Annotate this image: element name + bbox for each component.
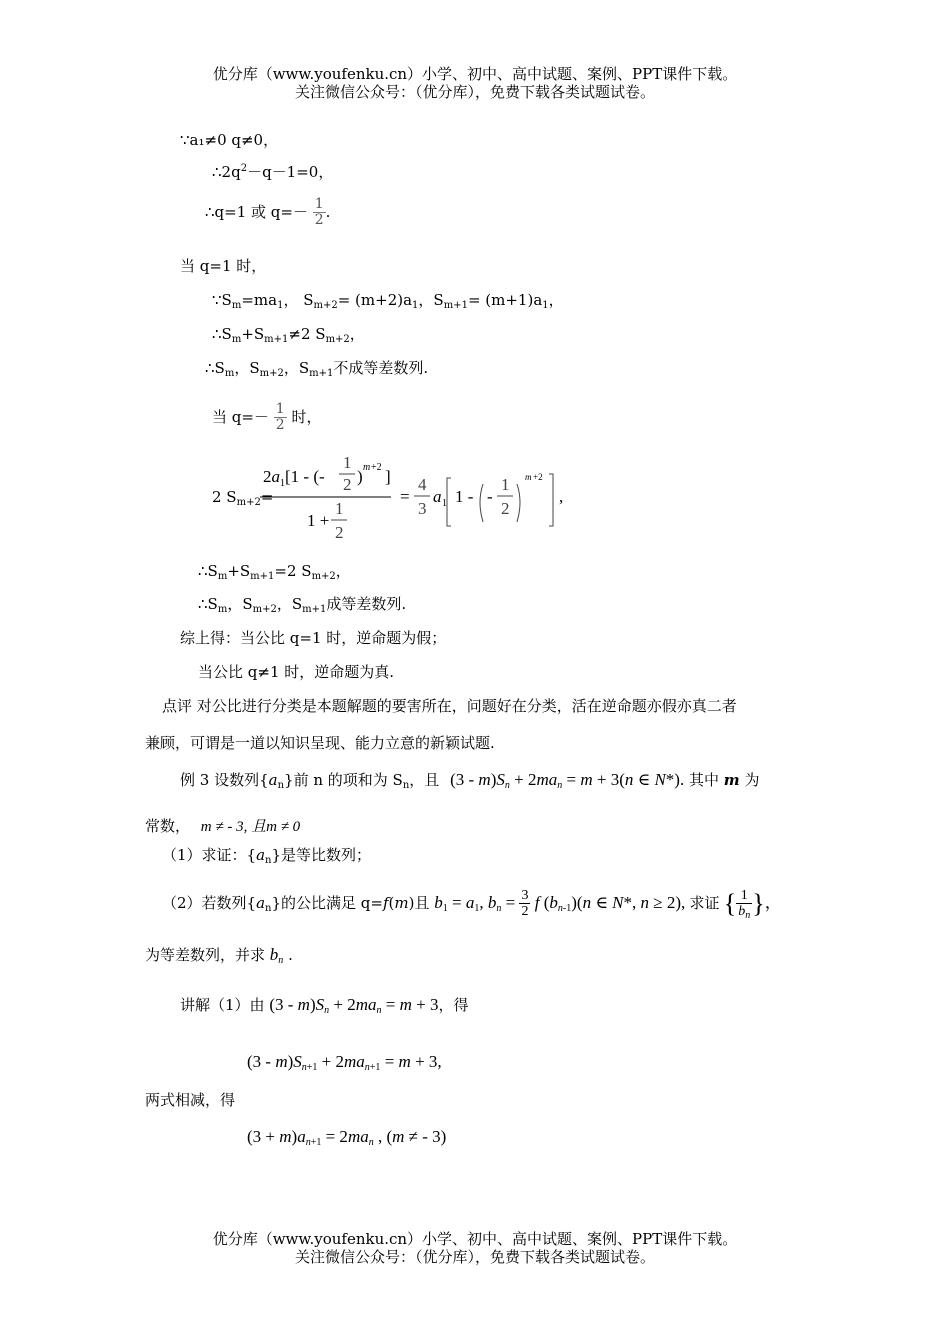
page-header	[0, 65, 950, 101]
solution-start: 讲解（1）由 $(3 - m)S_n + 2ma_n = m + 3$，得	[180, 995, 469, 1016]
line-conclusion-2: 当公比 q≠1 时，逆命题为真.	[198, 663, 395, 681]
svg-text:2: 2	[343, 475, 352, 494]
equation-ratio: $(3 + m)a_{n+1} = 2ma_n$ , (m ≠ - 3)	[247, 1127, 447, 1148]
part-1: （1）求证：$\{a_n\}$是等比数列；	[162, 846, 372, 866]
svg-text:1: 1	[442, 498, 447, 509]
svg-text:1: 1	[343, 453, 352, 472]
svg-text:m: m	[363, 462, 371, 473]
line-sums-q1: $\because S_m=ma_1$， $S_{m+2}= (m+2)a_1$，$S_{m+1}= (m+1)a_1$，	[212, 291, 564, 311]
line-comment: 点评 对公比进行分类是本题解题的要害所在，问题好在分类，活在逆命题亦假亦真二者	[162, 697, 737, 715]
header-line-1: 优分库（www.youfenku.cn）小学、初中、高中试题、案例、PPT课件下载。	[212, 65, 738, 83]
example-3-intro: 例 3 设数列$\{a_n\}$前 n 的项和为 $S_n$，且 $(3 - m)S_n + 2ma_n = m + 3(n$ ∈ N*). 其中 m 为	[180, 770, 760, 791]
page-footer	[0, 1230, 950, 1266]
footer-line-1: 优分库（www.youfenku.cn）小学、初中、高中试题、案例、PPT课件下载。	[212, 1230, 738, 1248]
svg-text:): )	[357, 467, 363, 486]
svg-text:]: ]	[385, 467, 391, 486]
line-case-q1: 当 q=1 时，	[180, 257, 267, 275]
svg-text:-: -	[487, 487, 493, 506]
line-conclusion-1: 综上得：当公比 q=1 时，逆命题为假；	[180, 629, 447, 647]
svg-text:4: 4	[418, 475, 427, 494]
line-quadratic: $\therefore 2q^2-q-1=0$，	[212, 163, 334, 181]
footer-line-2: 关注微信公众号：（优分库），免费下载各类试题试卷。	[294, 1248, 655, 1266]
svg-text:+2: +2	[371, 462, 382, 473]
line-sum-ineq: $\therefore S_m+S_{m+1}\ne 2$ $S_{m+2}$，	[212, 325, 365, 345]
line-sum-eq: $\therefore S_m+S_{m+1}=2$ $S_{m+2}$，	[198, 562, 351, 582]
svg-text:2: 2	[501, 499, 510, 518]
line-case-half: 当 q=－ $\frac{1}{2}$ 时，	[212, 401, 322, 434]
line-q-roots: ∴q=1 或 q=－ $\frac{1}{2}$ .	[205, 196, 331, 229]
equation-n-plus-1: $(3 - m)S_{n+1} + 2ma_{n+1} = m + 3$,	[247, 1052, 442, 1073]
svg-text:1 +: 1 +	[307, 511, 330, 530]
svg-text:2: 2	[335, 523, 344, 542]
line-subtract: 两式相减，得	[145, 1091, 236, 1109]
line-constant: 常数， m ≠ - 3, 且m ≠ 0	[145, 817, 301, 835]
svg-text:a: a	[433, 487, 442, 506]
svg-text:1: 1	[501, 475, 510, 494]
svg-text:1: 1	[335, 499, 344, 518]
formula-2s-m2	[255, 450, 585, 550]
header-line-2: 关注微信公众号：（优分库），免费下载各类试题试卷。	[294, 83, 655, 101]
svg-text:2a1[1 - (-: $2a_1[1$ - (-	[263, 467, 325, 489]
line-is-arith: $\therefore S_m$，$S_{m+2}$，$S_{m+1}$成等差数列.	[198, 595, 407, 615]
svg-text:+2: +2	[533, 472, 543, 482]
svg-text:3: 3	[418, 499, 427, 518]
svg-text:,: ,	[559, 487, 564, 506]
svg-text:=: =	[400, 487, 410, 506]
svg-text:1 -: 1 -	[455, 487, 474, 506]
line-find-bn: 为等差数列，并求 $b_n$ .	[145, 945, 293, 966]
line-not-arith: $\therefore S_m$，$S_{m+2}$，$S_{m+1}$不成等差数列.	[205, 359, 429, 379]
svg-text:m: m	[525, 472, 532, 482]
formula-label: 2 $S_{m+2}=$	[212, 488, 274, 508]
fraction-one-half: $\frac{1}{2}$	[314, 196, 324, 229]
line-comment-2: 兼顾，可谓是一道以知识呈现、能力立意的新颖试题.	[145, 734, 495, 752]
part-2: （2）若数列$\{a_n\}$的公比满足 q=f(m)且 $b_1 = a_1$, $b_n$ = $\frac{3}{2}$ f $(b_{n-1})(n$ ∈ N*, n ≥ 2), 求证 { $\frac{1}{b_n}$ }，	[162, 888, 782, 922]
line-a1-nonzero: ∵a₁≠0 q≠0，	[180, 131, 279, 149]
